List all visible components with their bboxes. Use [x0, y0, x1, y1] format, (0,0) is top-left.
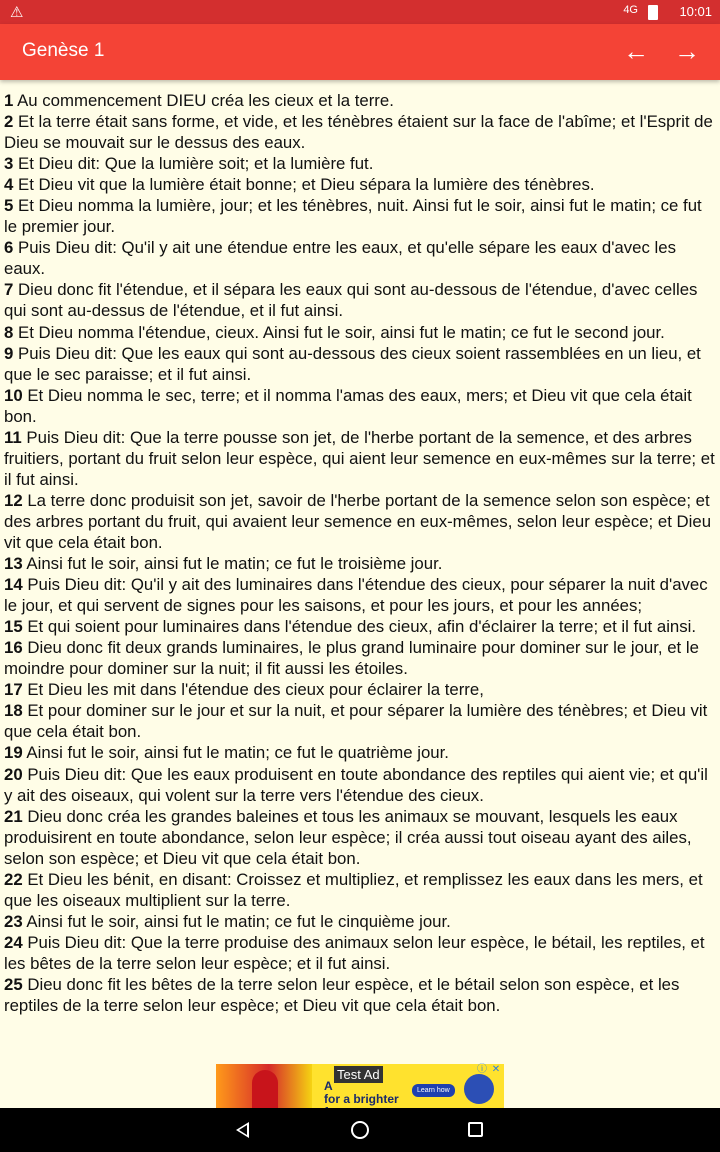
verse-text: Au commencement DIEU créa les cieux et la terre. [17, 91, 394, 110]
verse [4, 932, 718, 974]
verse [4, 279, 718, 321]
verse-text: Dieu donc créa les grandes baleines et tous les animaux se mouvant, lesquels les eaux produisirent en toute abondance, selon leur espèce; il créa aussi tout oiseau ayant des ailes, selon son espèce; et Dieu vit que cela était bon. [4, 806, 692, 868]
verse-text: Puis Dieu dit: Que les eaux produisent en toute abondance des reptiles qui aient vie; et qu'il y ait des oiseaux, qui volent sur la terre vers l'étendue des cieux. [4, 764, 708, 805]
battery-icon [648, 5, 658, 20]
ad-copy-line: A [324, 1079, 333, 1093]
verse [4, 322, 718, 343]
verse-text: Puis Dieu dit: Qu'il y ait une étendue entre les eaux, et qu'elle sépare les eaux d'avec les eaux. [4, 238, 676, 279]
verse-number: 2 [4, 112, 14, 132]
verse-number: 15 [4, 617, 23, 637]
back-icon[interactable] [236, 1122, 249, 1138]
verse-text: La terre donc produisit son jet, savoir de l'herbe portant de la semence selon son espèce; et des arbres portant du fruit, qui avaient leur semence en eux-mêmes, selon leur espèce; et Dieu vit que cela était bon. [4, 490, 712, 552]
verse [4, 427, 718, 490]
verse-number: 19 [4, 743, 23, 763]
verse-text: Et Dieu les bénit, en disant: Croissez et multipliez, et remplissez les eaux dans les mers, et que les oiseaux multiplient sur la terre. [4, 869, 703, 910]
verse [4, 637, 718, 679]
status-time: 10:01 [679, 4, 712, 19]
verse [4, 679, 718, 700]
verse-text: Ainsi fut le soir, ainsi fut le matin; ce fut le quatrième jour. [26, 743, 449, 763]
verse-number: 7 [4, 280, 14, 300]
verse [4, 385, 718, 427]
verse [4, 869, 718, 911]
verse-number: 20 [4, 764, 23, 784]
app-toolbar [0, 24, 720, 80]
chapter-text[interactable] [4, 90, 718, 1064]
verse-text: Dieu donc fit l'étendue, et il sépara les eaux qui sont au-dessous de l'étendue, d'avec celles qui sont au-dessus de l'étendue, et il fut ainsi. [4, 280, 698, 321]
verse-text: Ainsi fut le soir, ainsi fut le matin; ce fut le cinquième jour. [26, 911, 451, 931]
verse [4, 764, 718, 806]
info-icon[interactable]: ⓘ [477, 1064, 487, 1075]
system-nav-bar [0, 1108, 720, 1152]
recents-icon[interactable] [468, 1122, 483, 1137]
arrow-right-icon[interactable]: → [674, 36, 700, 66]
ad-player-figure [252, 1070, 278, 1108]
verse-text: Et Dieu nomma l'étendue, cieux. Ainsi fut le soir, ainsi fut le matin; ce fut le second jour. [18, 322, 665, 342]
page-title: Genèse 1 [22, 40, 105, 61]
verse [4, 111, 718, 153]
verse-number: 23 [4, 911, 23, 931]
verse [4, 90, 718, 111]
verse [4, 806, 718, 869]
verse [4, 742, 718, 763]
verse-text: Et la terre était sans forme, et vide, et les ténèbres étaient sur la face de l'abîme; et l'Esprit de Dieu se mouvait sur le dessus des eaux. [4, 112, 713, 153]
verse-text: Dieu donc fit deux grands luminaires, le plus grand luminaire pour dominer sur le jour, et le moindre pour dominer sur la nuit; il fit aussi les étoiles. [4, 638, 699, 679]
verse-text: Et pour dominer sur le jour et sur la nuit, et pour séparer la lumière des ténèbres; et Dieu vit que cela était bon. [4, 701, 708, 742]
verse-number: 22 [4, 869, 23, 889]
verse [4, 700, 718, 742]
verse [4, 237, 718, 279]
verse-text: Dieu donc fit les bêtes de la terre selon leur espèce, et le bétail selon son espèce, et les reptiles de la terre selon leur espèce; et Dieu vit que cela était bon. [4, 974, 680, 1016]
verse [4, 153, 718, 174]
verse-number: 17 [4, 680, 23, 700]
verse-number: 25 [4, 974, 23, 994]
verse-number: 13 [4, 554, 23, 574]
ad-logo [464, 1074, 494, 1104]
verse-number: 21 [4, 806, 23, 826]
verse [4, 574, 718, 616]
ad-image [216, 1064, 312, 1108]
verse [4, 974, 718, 1016]
verse-number: 8 [4, 322, 14, 342]
verse-text: Puis Dieu dit: Que les eaux qui sont au-dessous des cieux soient rassemblées en un lieu, et que le sec paraisse; et il fut ainsi. [4, 343, 701, 384]
status-bar [0, 0, 720, 24]
verse [4, 553, 718, 574]
verse-number: 12 [4, 490, 23, 510]
verse [4, 490, 718, 553]
verse-text: Ainsi fut le soir, ainsi fut le matin; ce fut le troisième jour. [26, 554, 443, 574]
close-icon[interactable]: ✕ [491, 1064, 501, 1075]
verse-text: Puis Dieu dit: Qu'il y ait des luminaires dans l'étendue des cieux, pour séparer la nuit d'avec le jour, et qui servent de signes pour les saisons, et pour les jours, et pour les années; [4, 575, 708, 616]
verse-number: 10 [4, 385, 23, 405]
verse-number: 6 [4, 238, 14, 258]
warning-icon: ⚠ [10, 4, 24, 21]
home-icon[interactable] [351, 1121, 369, 1139]
verse-text: Et Dieu vit que la lumière était bonne; et Dieu sépara la lumière des ténèbres. [18, 175, 595, 195]
verse-number: 16 [4, 638, 23, 658]
arrow-left-icon[interactable]: ← [623, 36, 649, 66]
verse [4, 195, 718, 237]
ad-banner[interactable] [216, 1064, 504, 1108]
verse-number: 1 [4, 91, 14, 110]
verse-number: 14 [4, 575, 23, 595]
verse-number: 24 [4, 932, 23, 952]
verse [4, 343, 718, 385]
verse-text: Et Dieu nomma le sec, terre; et il nomma l'amas des eaux, mers; et Dieu vit que cela était bon. [4, 385, 692, 426]
verse [4, 616, 718, 637]
verse-text: Et Dieu les mit dans l'étendue des cieux pour éclairer la terre, [27, 680, 484, 700]
verse-text: Et qui soient pour luminaires dans l'étendue des cieux, afin d'éclairer la terre; et il fut ainsi. [27, 617, 697, 637]
verse-text: Puis Dieu dit: Que la terre produise des animaux selon leur espèce, le bétail, les reptiles, et les bêtes de la terre selon leur espèce; et il fut ainsi. [4, 932, 705, 973]
verse-text: Et Dieu dit: Que la lumière soit; et la lumière fut. [18, 154, 374, 174]
verse [4, 911, 718, 932]
ad-cta-button[interactable]: Learn how [412, 1084, 455, 1097]
verse [4, 174, 718, 195]
verse-number: 5 [4, 196, 14, 216]
verse-number: 11 [4, 427, 22, 447]
network-indicator: 4G [623, 4, 638, 16]
verse-number: 9 [4, 343, 14, 363]
verse-number: 4 [4, 175, 14, 195]
verse-number: 3 [4, 154, 14, 174]
verse-text: Et Dieu nomma la lumière, jour; et les ténèbres, nuit. Ainsi fut le soir, ainsi fut le matin; ce fut le premier jour. [4, 196, 702, 237]
verse-number: 18 [4, 701, 23, 721]
ad-copy-line: for a brighter [324, 1092, 399, 1106]
ad-tag: Test Ad [334, 1066, 383, 1083]
verse-text: Puis Dieu dit: Que la terre pousse son jet, de l'herbe portant de la semence, et des arbres fruitiers, portant du fruit selon leur espèce, qui aient leur semence en eux-mêmes sur la terre; et il fut ainsi. [4, 427, 715, 489]
